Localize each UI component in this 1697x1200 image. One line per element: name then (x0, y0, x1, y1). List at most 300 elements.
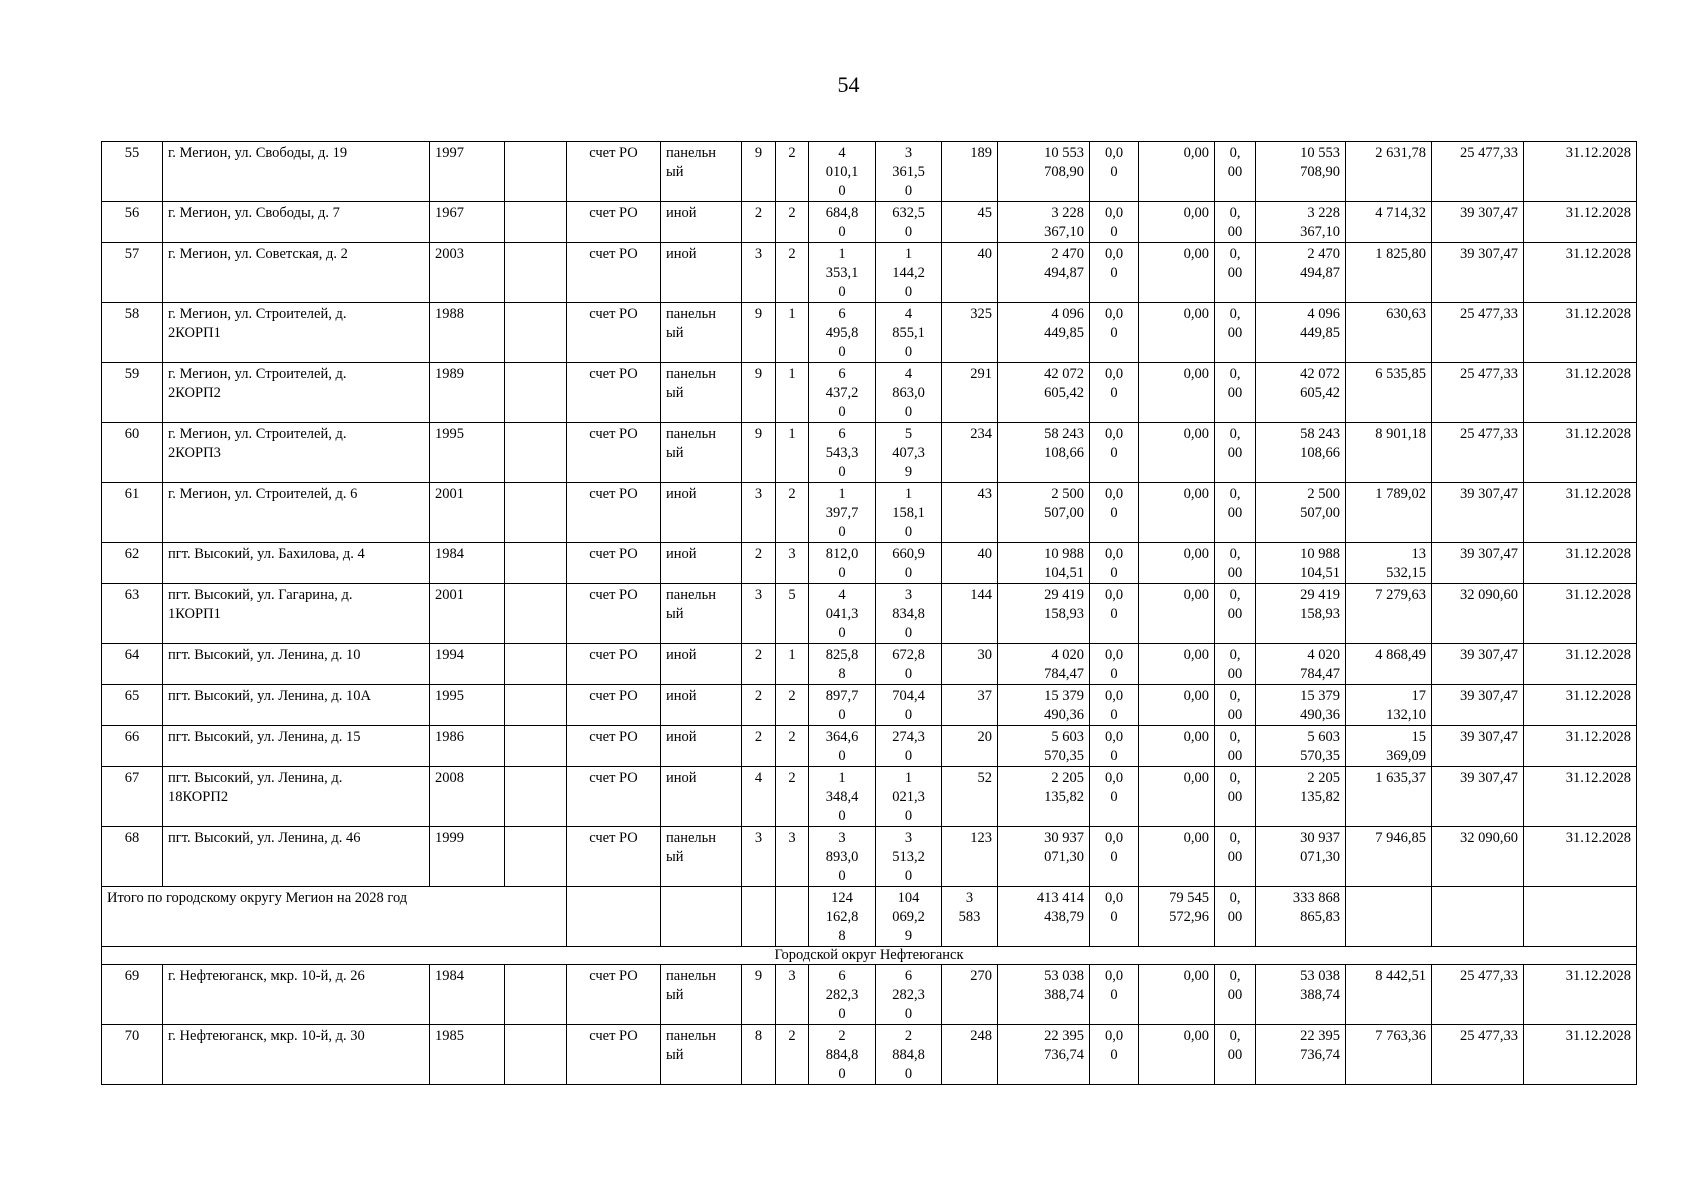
cell-col14: 0,00 (1139, 726, 1215, 767)
cell-row-number: 58 (102, 303, 163, 363)
cell-residents: 234 (942, 423, 998, 483)
cell-col4 (505, 584, 567, 644)
cell-area-living: 1 158,1 0 (876, 483, 942, 543)
cell-cost-per-m2: 13 532,15 (1346, 543, 1432, 584)
cell-fund-method: счет РО (567, 644, 661, 685)
cell-limit-per-m2: 39 307,47 (1432, 767, 1524, 827)
cell-fund-method: счет РО (567, 584, 661, 644)
cell-cost-per-m2: 1 635,37 (1346, 767, 1432, 827)
cell-residents: 40 (942, 543, 998, 584)
cell-col15: 0, 00 (1215, 303, 1256, 363)
cell-col13: 0,0 0 (1090, 827, 1139, 887)
cell-cost-total: 22 395 736,74 (998, 1025, 1090, 1085)
cell-cost-total: 10 988 104,51 (998, 543, 1090, 584)
cell-cost-total: 42 072 605,42 (998, 363, 1090, 423)
cell-address: г. Мегион, ул. Свободы, д. 19 (163, 142, 430, 202)
cell-cost-total: 2 500 507,00 (998, 483, 1090, 543)
subtotal-cell-empty (1432, 887, 1524, 947)
cell-address: пгт. Высокий, ул. Ленина, д. 18КОРП2 (163, 767, 430, 827)
subtotal-residents: 3 583 (942, 887, 998, 947)
cell-floors: 2 (742, 726, 776, 767)
cell-entrances: 2 (776, 483, 809, 543)
table-row (102, 202, 1637, 243)
table-body-megion (102, 142, 1637, 887)
cell-col13: 0,0 0 (1090, 726, 1139, 767)
cell-residents: 248 (942, 1025, 998, 1085)
cell-col13: 0,0 0 (1090, 243, 1139, 303)
cell-residents: 52 (942, 767, 998, 827)
cell-col16: 53 038 388,74 (1256, 965, 1346, 1025)
cell-col16: 29 419 158,93 (1256, 584, 1346, 644)
cell-col16: 10 988 104,51 (1256, 543, 1346, 584)
subtotal-col13: 0,0 0 (1090, 887, 1139, 947)
cell-entrances: 1 (776, 363, 809, 423)
cell-wall-material: панельн ый (661, 363, 742, 423)
cell-address: г. Мегион, ул. Строителей, д. 2КОРП1 (163, 303, 430, 363)
cell-entrances: 2 (776, 767, 809, 827)
cell-cost-per-m2: 4 714,32 (1346, 202, 1432, 243)
cell-col14: 0,00 (1139, 965, 1215, 1025)
cell-cost-per-m2: 17 132,10 (1346, 685, 1432, 726)
cell-col15: 0, 00 (1215, 827, 1256, 887)
cell-deadline: 31.12.2028 (1524, 483, 1637, 543)
cell-limit-per-m2: 25 477,33 (1432, 1025, 1524, 1085)
cell-limit-per-m2: 32 090,60 (1432, 827, 1524, 887)
cell-area-total: 364,6 0 (809, 726, 876, 767)
page-number: 54 (837, 72, 860, 97)
cell-col15: 0, 00 (1215, 423, 1256, 483)
cell-row-number: 69 (102, 965, 163, 1025)
cell-cost-total: 5 603 570,35 (998, 726, 1090, 767)
cell-cost-total: 2 470 494,87 (998, 243, 1090, 303)
cell-row-number: 68 (102, 827, 163, 887)
cell-cost-total: 29 419 158,93 (998, 584, 1090, 644)
cell-col14: 0,00 (1139, 1025, 1215, 1085)
subtotal-cell-empty (742, 887, 776, 947)
cell-build-year: 1994 (430, 644, 505, 685)
subtotal-cell-empty (661, 887, 742, 947)
cell-address: пгт. Высокий, ул. Гагарина, д. 1КОРП1 (163, 584, 430, 644)
cell-area-total: 4 010,1 0 (809, 142, 876, 202)
cell-cost-total: 2 205 135,82 (998, 767, 1090, 827)
cell-residents: 123 (942, 827, 998, 887)
cell-area-total: 6 495,8 0 (809, 303, 876, 363)
cell-fund-method: счет РО (567, 363, 661, 423)
cell-col13: 0,0 0 (1090, 363, 1139, 423)
cell-col14: 0,00 (1139, 303, 1215, 363)
cell-area-total: 684,8 0 (809, 202, 876, 243)
cell-limit-per-m2: 25 477,33 (1432, 363, 1524, 423)
cell-cost-per-m2: 15 369,09 (1346, 726, 1432, 767)
subtotal-area-living: 104 069,2 9 (876, 887, 942, 947)
cell-fund-method: счет РО (567, 1025, 661, 1085)
cell-col15: 0, 00 (1215, 142, 1256, 202)
table-row (102, 726, 1637, 767)
cell-area-living: 3 834,8 0 (876, 584, 942, 644)
cell-area-living: 3 361,5 0 (876, 142, 942, 202)
cell-cost-per-m2: 1 789,02 (1346, 483, 1432, 543)
table-row (102, 644, 1637, 685)
cell-address: г. Мегион, ул. Советская, д. 2 (163, 243, 430, 303)
cell-deadline: 31.12.2028 (1524, 827, 1637, 887)
cell-floors: 9 (742, 363, 776, 423)
cell-entrances: 1 (776, 423, 809, 483)
subtotal-row (102, 887, 1637, 947)
cell-col15: 0, 00 (1215, 685, 1256, 726)
cell-col15: 0, 00 (1215, 965, 1256, 1025)
cell-entrances: 3 (776, 543, 809, 584)
cell-build-year: 1995 (430, 685, 505, 726)
cell-row-number: 61 (102, 483, 163, 543)
cell-area-living: 4 863,0 0 (876, 363, 942, 423)
cell-entrances: 2 (776, 142, 809, 202)
cell-area-total: 4 041,3 0 (809, 584, 876, 644)
cell-fund-method: счет РО (567, 202, 661, 243)
cell-deadline: 31.12.2028 (1524, 644, 1637, 685)
cell-limit-per-m2: 25 477,33 (1432, 303, 1524, 363)
cell-col16: 5 603 570,35 (1256, 726, 1346, 767)
cell-fund-method: счет РО (567, 827, 661, 887)
cell-address: пгт. Высокий, ул. Ленина, д. 10А (163, 685, 430, 726)
table-row (102, 142, 1637, 202)
cell-floors: 9 (742, 142, 776, 202)
cell-row-number: 56 (102, 202, 163, 243)
cell-col4 (505, 543, 567, 584)
cell-limit-per-m2: 39 307,47 (1432, 543, 1524, 584)
cell-cost-per-m2: 2 631,78 (1346, 142, 1432, 202)
cell-col15: 0, 00 (1215, 584, 1256, 644)
cell-deadline: 31.12.2028 (1524, 726, 1637, 767)
cell-col4 (505, 726, 567, 767)
cell-col13: 0,0 0 (1090, 644, 1139, 685)
cell-limit-per-m2: 25 477,33 (1432, 965, 1524, 1025)
cell-build-year: 1989 (430, 363, 505, 423)
cell-deadline: 31.12.2028 (1524, 1025, 1637, 1085)
cell-build-year: 1967 (430, 202, 505, 243)
cell-row-number: 63 (102, 584, 163, 644)
cell-col16: 2 205 135,82 (1256, 767, 1346, 827)
cell-col16: 22 395 736,74 (1256, 1025, 1346, 1085)
cell-row-number: 70 (102, 1025, 163, 1085)
cell-col14: 0,00 (1139, 827, 1215, 887)
cell-col15: 0, 00 (1215, 543, 1256, 584)
cell-entrances: 2 (776, 726, 809, 767)
cell-limit-per-m2: 39 307,47 (1432, 685, 1524, 726)
cell-col14: 0,00 (1139, 543, 1215, 584)
table-body-nefteyugansk (102, 965, 1637, 1085)
cell-col13: 0,0 0 (1090, 965, 1139, 1025)
cell-col13: 0,0 0 (1090, 685, 1139, 726)
cell-build-year: 2003 (430, 243, 505, 303)
cell-row-number: 64 (102, 644, 163, 685)
cell-address: г. Нефтеюганск, мкр. 10-й, д. 26 (163, 965, 430, 1025)
cell-area-total: 3 893,0 0 (809, 827, 876, 887)
cell-deadline: 31.12.2028 (1524, 142, 1637, 202)
cell-area-total: 6 282,3 0 (809, 965, 876, 1025)
section-title: Городской округ Нефтеюганск (102, 947, 1637, 965)
cell-wall-material: панельн ый (661, 584, 742, 644)
cell-col13: 0,0 0 (1090, 767, 1139, 827)
cell-residents: 40 (942, 243, 998, 303)
cell-build-year: 1988 (430, 303, 505, 363)
cell-area-total: 6 437,2 0 (809, 363, 876, 423)
cell-area-living: 2 884,8 0 (876, 1025, 942, 1085)
cell-cost-total: 53 038 388,74 (998, 965, 1090, 1025)
cell-col13: 0,0 0 (1090, 303, 1139, 363)
table-row (102, 584, 1637, 644)
cell-address: пгт. Высокий, ул. Ленина, д. 46 (163, 827, 430, 887)
cell-col13: 0,0 0 (1090, 202, 1139, 243)
cell-fund-method: счет РО (567, 543, 661, 584)
cell-area-total: 2 884,8 0 (809, 1025, 876, 1085)
cell-col14: 0,00 (1139, 202, 1215, 243)
cell-build-year: 2001 (430, 483, 505, 543)
cell-build-year: 2001 (430, 584, 505, 644)
cell-row-number: 57 (102, 243, 163, 303)
cell-entrances: 2 (776, 685, 809, 726)
cell-cost-per-m2: 7 763,36 (1346, 1025, 1432, 1085)
cell-area-living: 4 855,1 0 (876, 303, 942, 363)
cell-col16: 3 228 367,10 (1256, 202, 1346, 243)
cell-residents: 37 (942, 685, 998, 726)
cell-col16: 2 500 507,00 (1256, 483, 1346, 543)
cell-col15: 0, 00 (1215, 483, 1256, 543)
cell-col15: 0, 00 (1215, 202, 1256, 243)
cell-col14: 0,00 (1139, 685, 1215, 726)
subtotal-label: Итого по городскому округу Мегион на 2028 год (102, 887, 567, 947)
cell-col16: 58 243 108,66 (1256, 423, 1346, 483)
cell-col15: 0, 00 (1215, 1025, 1256, 1085)
cell-fund-method: счет РО (567, 142, 661, 202)
cell-address: пгт. Высокий, ул. Ленина, д. 10 (163, 644, 430, 685)
table-row (102, 363, 1637, 423)
cell-build-year: 1997 (430, 142, 505, 202)
cell-col14: 0,00 (1139, 483, 1215, 543)
cell-col13: 0,0 0 (1090, 483, 1139, 543)
cell-col16: 15 379 490,36 (1256, 685, 1346, 726)
cell-address: г. Мегион, ул. Строителей, д. 6 (163, 483, 430, 543)
subtotal-col14: 79 545 572,96 (1139, 887, 1215, 947)
cell-wall-material: панельн ый (661, 303, 742, 363)
cell-residents: 45 (942, 202, 998, 243)
cell-wall-material: панельн ый (661, 142, 742, 202)
cell-col13: 0,0 0 (1090, 584, 1139, 644)
cell-entrances: 5 (776, 584, 809, 644)
subtotal-col16: 333 868 865,83 (1256, 887, 1346, 947)
cell-residents: 325 (942, 303, 998, 363)
cell-wall-material: иной (661, 644, 742, 685)
cell-address: г. Мегион, ул. Свободы, д. 7 (163, 202, 430, 243)
cell-col16: 2 470 494,87 (1256, 243, 1346, 303)
cell-cost-per-m2: 7 279,63 (1346, 584, 1432, 644)
cell-wall-material: иной (661, 543, 742, 584)
cell-area-living: 1 021,3 0 (876, 767, 942, 827)
cell-entrances: 2 (776, 243, 809, 303)
cell-col15: 0, 00 (1215, 726, 1256, 767)
cell-wall-material: иной (661, 202, 742, 243)
cell-col14: 0,00 (1139, 644, 1215, 685)
cell-build-year: 1995 (430, 423, 505, 483)
table-row (102, 303, 1637, 363)
cell-col16: 42 072 605,42 (1256, 363, 1346, 423)
cell-address: г. Мегион, ул. Строителей, д. 2КОРП3 (163, 423, 430, 483)
cell-col4 (505, 767, 567, 827)
cell-deadline: 31.12.2028 (1524, 685, 1637, 726)
cell-row-number: 59 (102, 363, 163, 423)
cell-col16: 10 553 708,90 (1256, 142, 1346, 202)
subtotal-cell-empty (776, 887, 809, 947)
table-subtotal (102, 887, 1637, 965)
cell-limit-per-m2: 25 477,33 (1432, 423, 1524, 483)
cell-wall-material: иной (661, 685, 742, 726)
cell-entrances: 1 (776, 644, 809, 685)
cell-col4 (505, 202, 567, 243)
cell-wall-material: иной (661, 483, 742, 543)
cell-cost-total: 4 020 784,47 (998, 644, 1090, 685)
cell-deadline: 31.12.2028 (1524, 363, 1637, 423)
cell-entrances: 2 (776, 202, 809, 243)
cell-col14: 0,00 (1139, 243, 1215, 303)
cell-area-total: 1 353,1 0 (809, 243, 876, 303)
cell-col14: 0,00 (1139, 142, 1215, 202)
cell-limit-per-m2: 39 307,47 (1432, 644, 1524, 685)
table-row (102, 767, 1637, 827)
cell-limit-per-m2: 39 307,47 (1432, 726, 1524, 767)
subtotal-area-total: 124 162,8 8 (809, 887, 876, 947)
cell-fund-method: счет РО (567, 965, 661, 1025)
cell-deadline: 31.12.2028 (1524, 965, 1637, 1025)
cell-col4 (505, 685, 567, 726)
cell-col4 (505, 423, 567, 483)
cell-area-living: 1 144,2 0 (876, 243, 942, 303)
cell-area-total: 6 543,3 0 (809, 423, 876, 483)
cell-col4 (505, 243, 567, 303)
cell-address: г. Мегион, ул. Строителей, д. 2КОРП2 (163, 363, 430, 423)
cell-floors: 8 (742, 1025, 776, 1085)
cell-row-number: 67 (102, 767, 163, 827)
cell-residents: 270 (942, 965, 998, 1025)
table-row (102, 1025, 1637, 1085)
cell-deadline: 31.12.2028 (1524, 202, 1637, 243)
cell-col13: 0,0 0 (1090, 142, 1139, 202)
cell-deadline: 31.12.2028 (1524, 543, 1637, 584)
cell-col16: 4 020 784,47 (1256, 644, 1346, 685)
cell-cost-per-m2: 7 946,85 (1346, 827, 1432, 887)
capital-repair-table (101, 141, 1637, 1085)
subtotal-col15: 0, 00 (1215, 887, 1256, 947)
cell-cost-per-m2: 8 442,51 (1346, 965, 1432, 1025)
cell-col4 (505, 965, 567, 1025)
cell-wall-material: иной (661, 767, 742, 827)
cell-cost-total: 10 553 708,90 (998, 142, 1090, 202)
cell-build-year: 1999 (430, 827, 505, 887)
cell-col13: 0,0 0 (1090, 423, 1139, 483)
cell-floors: 2 (742, 644, 776, 685)
cell-cost-per-m2: 8 901,18 (1346, 423, 1432, 483)
cell-fund-method: счет РО (567, 483, 661, 543)
cell-area-total: 812,0 0 (809, 543, 876, 584)
cell-col16: 4 096 449,85 (1256, 303, 1346, 363)
cell-wall-material: иной (661, 243, 742, 303)
cell-col16: 30 937 071,30 (1256, 827, 1346, 887)
cell-area-total: 825,8 8 (809, 644, 876, 685)
cell-residents: 291 (942, 363, 998, 423)
cell-area-total: 1 397,7 0 (809, 483, 876, 543)
cell-row-number: 55 (102, 142, 163, 202)
cell-entrances: 3 (776, 827, 809, 887)
cell-area-living: 704,4 0 (876, 685, 942, 726)
cell-wall-material: панельн ый (661, 423, 742, 483)
cell-col4 (505, 644, 567, 685)
cell-cost-per-m2: 630,63 (1346, 303, 1432, 363)
cell-cost-total: 4 096 449,85 (998, 303, 1090, 363)
cell-col15: 0, 00 (1215, 363, 1256, 423)
cell-deadline: 31.12.2028 (1524, 243, 1637, 303)
cell-deadline: 31.12.2028 (1524, 303, 1637, 363)
cell-col4 (505, 363, 567, 423)
cell-area-total: 1 348,4 0 (809, 767, 876, 827)
cell-deadline: 31.12.2028 (1524, 767, 1637, 827)
cell-fund-method: счет РО (567, 685, 661, 726)
cell-floors: 3 (742, 584, 776, 644)
cell-residents: 20 (942, 726, 998, 767)
table-row (102, 243, 1637, 303)
cell-cost-per-m2: 6 535,85 (1346, 363, 1432, 423)
cell-area-living: 632,5 0 (876, 202, 942, 243)
cell-area-total: 897,7 0 (809, 685, 876, 726)
cell-limit-per-m2: 32 090,60 (1432, 584, 1524, 644)
cell-limit-per-m2: 39 307,47 (1432, 483, 1524, 543)
cell-floors: 2 (742, 543, 776, 584)
cell-fund-method: счет РО (567, 423, 661, 483)
cell-col13: 0,0 0 (1090, 1025, 1139, 1085)
cell-cost-total: 58 243 108,66 (998, 423, 1090, 483)
cell-build-year: 1985 (430, 1025, 505, 1085)
cell-row-number: 60 (102, 423, 163, 483)
cell-residents: 30 (942, 644, 998, 685)
table-row (102, 685, 1637, 726)
cell-area-living: 6 282,3 0 (876, 965, 942, 1025)
cell-limit-per-m2: 39 307,47 (1432, 202, 1524, 243)
subtotal-cost-total: 413 414 438,79 (998, 887, 1090, 947)
cell-entrances: 1 (776, 303, 809, 363)
cell-deadline: 31.12.2028 (1524, 423, 1637, 483)
cell-row-number: 62 (102, 543, 163, 584)
table-row (102, 483, 1637, 543)
subtotal-cell-empty (567, 887, 661, 947)
table-row (102, 423, 1637, 483)
cell-row-number: 65 (102, 685, 163, 726)
cell-wall-material: панельн ый (661, 1025, 742, 1085)
cell-col4 (505, 827, 567, 887)
cell-area-living: 3 513,2 0 (876, 827, 942, 887)
cell-residents: 144 (942, 584, 998, 644)
cell-cost-total: 15 379 490,36 (998, 685, 1090, 726)
cell-cost-per-m2: 4 868,49 (1346, 644, 1432, 685)
cell-fund-method: счет РО (567, 303, 661, 363)
cell-col14: 0,00 (1139, 423, 1215, 483)
cell-area-living: 274,3 0 (876, 726, 942, 767)
cell-cost-total: 3 228 367,10 (998, 202, 1090, 243)
cell-floors: 3 (742, 243, 776, 303)
cell-build-year: 2008 (430, 767, 505, 827)
cell-col4 (505, 142, 567, 202)
cell-floors: 9 (742, 303, 776, 363)
table-row (102, 543, 1637, 584)
cell-residents: 43 (942, 483, 998, 543)
table-row (102, 827, 1637, 887)
cell-area-living: 5 407,3 9 (876, 423, 942, 483)
